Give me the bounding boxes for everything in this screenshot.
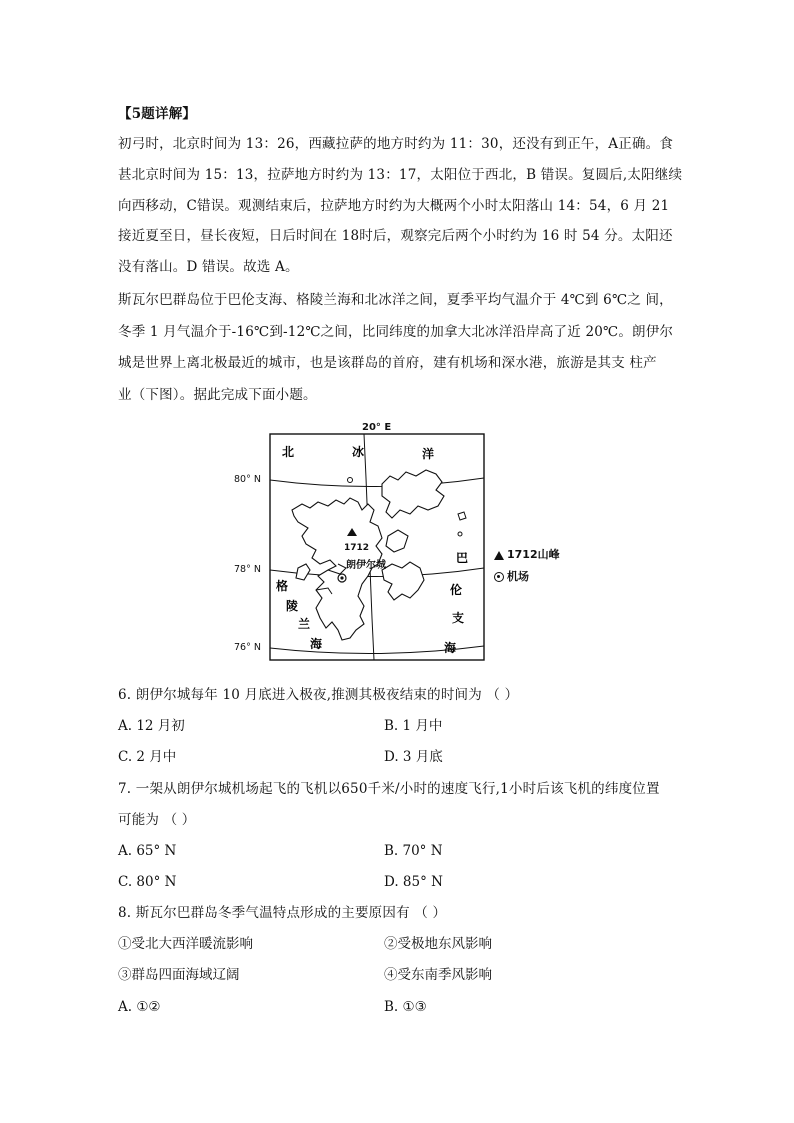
- island-nordaustlandet: [382, 470, 444, 518]
- question-6-option-c[interactable]: C. 2 月中: [118, 749, 177, 765]
- question-7-option-c[interactable]: C. 80° N: [118, 874, 177, 890]
- legend-peak-label: 1712山峰: [507, 548, 560, 561]
- island-forland: [296, 564, 310, 580]
- airport-icon: [494, 572, 504, 582]
- peak-label: 1712: [344, 543, 370, 553]
- region-char: 支: [452, 611, 465, 625]
- question-8-stem: 8. 斯瓦尔巴群岛冬季气温特点形成的主要原因有 （ ）: [118, 905, 447, 921]
- question-8-statement: ②受极地东风影响: [384, 936, 492, 952]
- region-char: 兰: [298, 617, 311, 631]
- passage-line: 冬季 1 月气温介于-16℃到-12℃之间，比同纬度的加拿大北冰洋沿岸高了近 20℃。朗伊尔: [118, 324, 674, 340]
- question-6-option-d[interactable]: D. 3 月底: [384, 749, 443, 765]
- legend-peak: [494, 544, 560, 566]
- explanation-line: 没有落山。D 错误。故选 A。: [118, 259, 299, 275]
- passage-line: 城是世界上离北极最近的城市，也是该群岛的首府，建有机场和深水港，旅游是其支 柱产: [118, 355, 657, 371]
- region-char: 海: [310, 637, 323, 651]
- explanation-heading: 【5题详解】: [118, 106, 197, 122]
- map-legend: [494, 544, 560, 588]
- passage-line: 斯瓦尔巴群岛位于巴伦支海、格陵兰海和北冰洋之间，夏季平均气温介于 4℃到 6℃之 间，: [118, 292, 673, 308]
- region-char: 洋: [422, 447, 435, 461]
- region-char: 冰: [352, 445, 365, 459]
- question-8-option-a[interactable]: A. ①②: [118, 999, 161, 1015]
- svalbard-map: [232, 418, 572, 668]
- island-edgeoya: [382, 562, 424, 600]
- lat-label: 76° N: [234, 642, 261, 653]
- passage-line: 业（下图）。据此完成下面小题。: [118, 387, 317, 403]
- region-char: 伦: [450, 583, 463, 597]
- latitude-80: [270, 478, 484, 487]
- question-8-option-b[interactable]: B. ①③: [384, 999, 427, 1015]
- question-6-option-a[interactable]: A. 12 月初: [118, 718, 185, 734]
- island-barentsoya: [386, 530, 408, 552]
- explanation-line: 接近夏至日，昼长夜短，日后时间在 18时后，观察完后两个小时约为 16 时 54 分。太阳还: [118, 228, 673, 244]
- legend-airport-label: 机场: [507, 570, 529, 583]
- question-8-statement: ①受北大西洋暖流影响: [118, 936, 253, 952]
- explanation-line: 初弓时，北京时间为 13：26，西藏拉萨的地方时约为 11：30，还没有到正午，A正确。食: [118, 136, 674, 152]
- question-6-option-b[interactable]: B. 1 月中: [384, 718, 443, 734]
- question-7-stem: 7. 一架从朗伊尔城机场起飞的飞机以650千米/小时的速度飞行,1小时后该飞机的纬度位置: [118, 781, 660, 797]
- city-label: 朗伊尔城: [346, 560, 386, 571]
- region-char: 海: [444, 641, 457, 655]
- lat-label: 78° N: [234, 564, 261, 575]
- question-8-statement: ④受东南季风影响: [384, 967, 492, 983]
- region-char: 巴: [456, 551, 469, 565]
- island-kvitoya: [458, 512, 466, 520]
- lat-label: 80° N: [234, 474, 261, 485]
- question-7-option-b[interactable]: B. 70° N: [384, 843, 443, 859]
- meridian-label: 20° E: [362, 422, 392, 433]
- triangle-icon: [494, 551, 504, 560]
- question-7-option-d[interactable]: D. 85° N: [384, 874, 443, 890]
- explanation-line: 向西移动，C错误。观测结束后，拉萨地方时约为大概两个小时太阳落山 14：54，6 月 21: [118, 198, 670, 214]
- question-6-stem: 6. 朗伊尔城每年 10 月底进入极夜,推测其极夜结束的时间为 （ ）: [118, 687, 519, 703]
- region-char: 格: [276, 579, 289, 593]
- question-8-statement: ③群岛四面海域辽阔: [118, 967, 240, 983]
- region-char: 北: [282, 445, 295, 459]
- region-char: 陵: [286, 599, 299, 613]
- legend-airport: [494, 566, 560, 588]
- question-7-stem-cont: 可能为 （ ）: [118, 812, 196, 828]
- question-7-option-a[interactable]: A. 65° N: [118, 843, 177, 859]
- explanation-line: 甚北京时间为 15：13，拉萨地方时约为 13：17，太阳位于西北，B 错误。复圆后,太阳继续: [118, 167, 683, 183]
